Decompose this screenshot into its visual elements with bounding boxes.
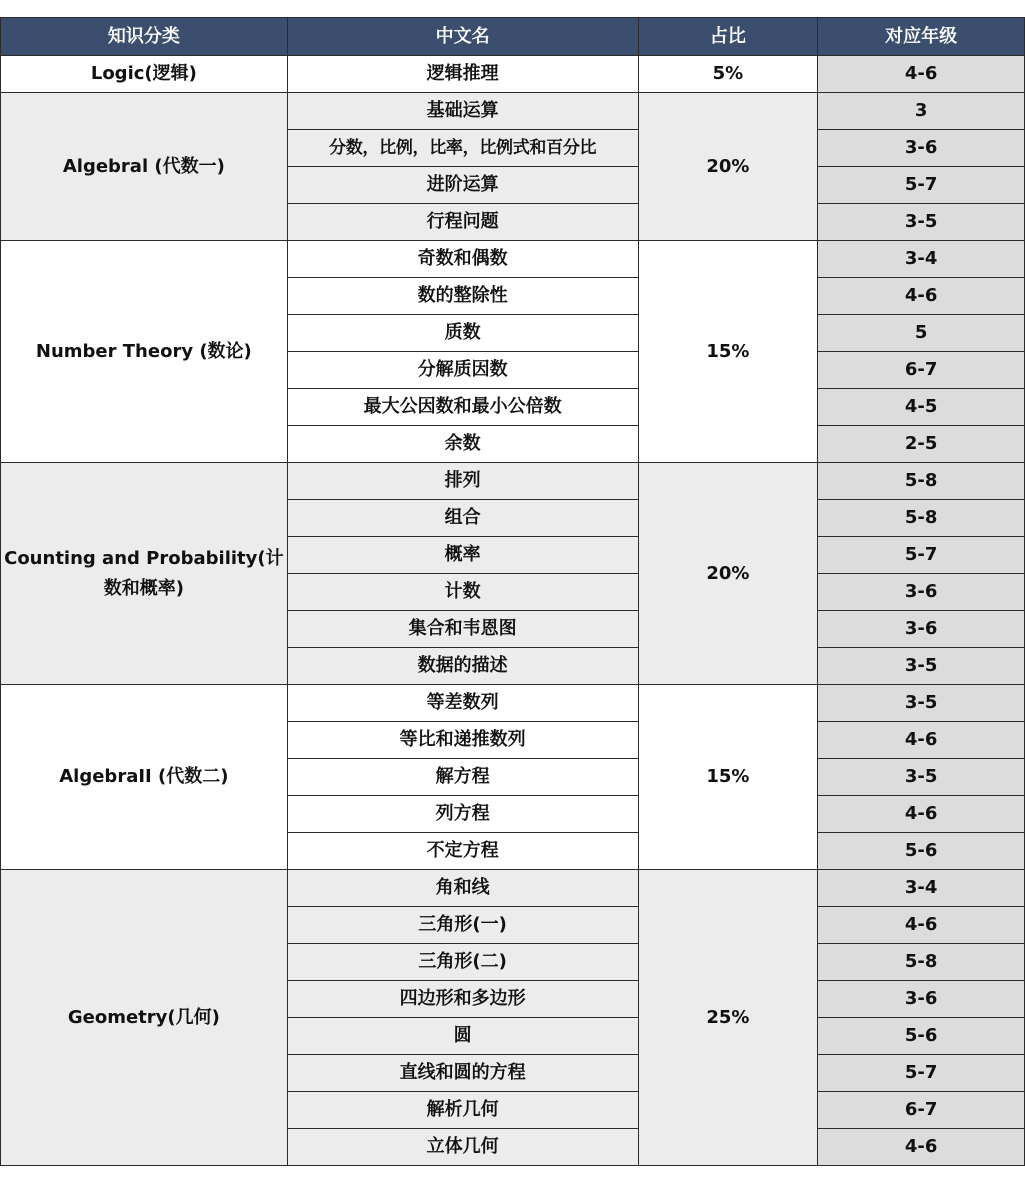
topic-name-cell: 四边形和多边形 [287,981,638,1018]
grade-cell: 3-5 [818,204,1025,241]
topic-name-cell: 奇数和偶数 [287,241,638,278]
topic-name-cell: 排列 [287,463,638,500]
category-cell: AlgebraII (代数二) [1,685,288,870]
grade-cell: 5-8 [818,500,1025,537]
topic-name-cell: 解方程 [287,759,638,796]
grade-cell: 5-7 [818,1055,1025,1092]
topic-name-cell: 直线和圆的方程 [287,1055,638,1092]
topic-name-cell: 等比和递推数列 [287,722,638,759]
table-row [1,685,1025,722]
grade-cell: 3-6 [818,130,1025,167]
category-cell: Algebral (代数一) [1,93,288,241]
topic-name-cell: 立体几何 [287,1129,638,1166]
topic-name-cell: 分数，比例，比率，比例式和百分比 [287,130,638,167]
category-cell: Counting and Probability(计数和概率) [1,463,288,685]
grade-cell: 4-6 [818,56,1025,93]
grade-cell: 3-4 [818,241,1025,278]
category-cell: Geometry(几何) [1,870,288,1166]
topic-name-cell: 等差数列 [287,685,638,722]
grade-cell: 3-5 [818,759,1025,796]
topic-name-cell: 三角形(一) [287,907,638,944]
topic-name-cell: 数据的描述 [287,648,638,685]
ratio-cell: 25% [638,870,818,1166]
grade-cell: 5-6 [818,833,1025,870]
header-grade: 对应年级 [818,18,1025,56]
ratio-cell: 20% [638,93,818,241]
topic-name-cell: 角和线 [287,870,638,907]
topic-name-cell: 圆 [287,1018,638,1055]
header-category: 知识分类 [1,18,288,56]
table-row [1,241,1025,278]
grade-cell: 3-5 [818,648,1025,685]
table-row [1,56,1025,93]
ratio-cell: 20% [638,463,818,685]
grade-cell: 3 [818,93,1025,130]
table-row [1,93,1025,130]
topic-name-cell: 质数 [287,315,638,352]
table-row [1,463,1025,500]
grade-cell: 5-6 [818,1018,1025,1055]
grade-cell: 2-5 [818,426,1025,463]
category-cell: Logic(逻辑) [1,56,288,93]
table-row [1,870,1025,907]
grade-cell: 3-4 [818,870,1025,907]
header-cn-name: 中文名 [287,18,638,56]
knowledge-table-container [0,17,1025,1166]
grade-cell: 5-7 [818,167,1025,204]
grade-cell: 4-6 [818,278,1025,315]
grade-cell: 5-8 [818,944,1025,981]
ratio-cell: 5% [638,56,818,93]
topic-name-cell: 数的整除性 [287,278,638,315]
topic-name-cell: 集合和韦恩图 [287,611,638,648]
topic-name-cell: 行程问题 [287,204,638,241]
header-row [1,18,1025,56]
topic-name-cell: 三角形(二) [287,944,638,981]
grade-cell: 3-6 [818,611,1025,648]
grade-cell: 4-6 [818,1129,1025,1166]
topic-name-cell: 解析几何 [287,1092,638,1129]
grade-cell: 3-6 [818,574,1025,611]
table-body [1,56,1025,1166]
header-ratio: 占比 [638,18,818,56]
topic-name-cell: 列方程 [287,796,638,833]
topic-name-cell: 概率 [287,537,638,574]
topic-name-cell: 最大公因数和最小公倍数 [287,389,638,426]
topic-name-cell: 基础运算 [287,93,638,130]
ratio-cell: 15% [638,685,818,870]
grade-cell: 3-5 [818,685,1025,722]
grade-cell: 5-8 [818,463,1025,500]
table-header [1,18,1025,56]
grade-cell: 4-5 [818,389,1025,426]
topic-name-cell: 不定方程 [287,833,638,870]
topic-name-cell: 计数 [287,574,638,611]
grade-cell: 5 [818,315,1025,352]
grade-cell: 5-7 [818,537,1025,574]
topic-name-cell: 组合 [287,500,638,537]
grade-cell: 4-6 [818,796,1025,833]
grade-cell: 4-6 [818,722,1025,759]
topic-name-cell: 逻辑推理 [287,56,638,93]
ratio-cell: 15% [638,241,818,463]
topic-name-cell: 余数 [287,426,638,463]
topic-name-cell: 进阶运算 [287,167,638,204]
category-cell: Number Theory (数论) [1,241,288,463]
topic-name-cell: 分解质因数 [287,352,638,389]
grade-cell: 6-7 [818,352,1025,389]
grade-cell: 6-7 [818,1092,1025,1129]
knowledge-table [0,17,1025,1166]
grade-cell: 3-6 [818,981,1025,1018]
grade-cell: 4-6 [818,907,1025,944]
